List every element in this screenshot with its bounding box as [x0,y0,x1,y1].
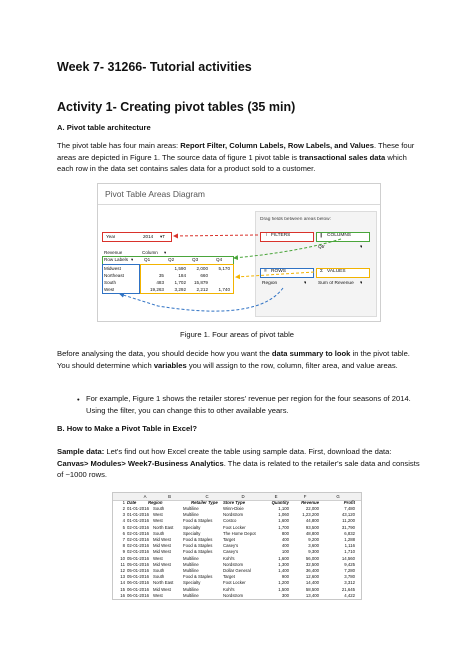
column-letter: G [336,493,340,499]
store-cell: Target [223,574,235,580]
column-field-dropdown-icon[interactable]: ▾ [360,245,363,250]
region-cell: South [153,568,165,573]
quantity-cell: 400 [281,543,289,549]
row-arrow [120,288,283,311]
year-value: 2014 [143,234,154,239]
row-number: 4 [122,518,125,524]
header-cell: Profit [343,500,355,505]
profit-cell: 31,790 [341,524,355,530]
retailer-type-cell: Specialty [183,580,201,586]
row-label: South [104,280,117,285]
column-letter: E [274,493,278,499]
profit-cell: 1,288 [344,537,355,542]
columns-icon: ⫼ [320,234,323,239]
date-cell: 02-01-2016 [127,530,149,536]
store-cell: Casey's [223,549,239,555]
profit-cell: 1,116 [344,543,355,549]
region-cell: Mid West [153,586,171,592]
revenue-cell: 48,800 [305,530,319,536]
revenue-cell: 58,500 [305,586,319,592]
quantity-cell: 1,600 [278,518,289,524]
region-cell: South [153,530,165,536]
page-title: Week 7- 31266- Tutorial activities [57,60,252,74]
quantity-cell: 400 [281,537,289,542]
activity-heading: Activity 1- Creating pivot tables (35 min) [57,100,296,114]
value-arrow [236,272,314,277]
profit-cell: 43,120 [341,512,355,518]
value-cell: 483 [156,280,164,285]
retailer-type-cell: Multiline [183,586,199,592]
value-cell: 660 [200,273,208,278]
header-cell: Store Type [223,500,246,505]
column-letter: D [241,493,245,499]
retailer-type-cell: Food & Staples [183,574,213,580]
date-cell: 06-01-2016 [127,586,149,592]
retailer-type-cell: Multiline [183,561,199,567]
filters-label: FILTERS [271,233,291,238]
paragraph-a: The pivot table has four main areas: Report Filter, Column Labels, Row Labels, and Values. These four areas are depicted in Figure 1. The source data of figure 1 pivot table is transactional sales data which each row in the data set contains sales data for a product sold to a customer. [57,141,415,174]
connector-arrows [98,184,380,321]
retailer-type-cell: Multiline [183,512,199,518]
row-field-dropdown-icon[interactable]: ▾ [304,281,307,286]
column-letter: F [303,493,307,499]
value-cell: 1,740 [218,287,230,292]
store-cell: Kohl's [223,586,235,592]
column-arrow [234,239,341,258]
quantity-cell: 800 [281,530,289,536]
row-number: 6 [122,530,125,536]
date-cell: 02-01-2016 [127,537,149,542]
rows-icon: ≡ [264,269,267,274]
profit-cell: 6,832 [344,530,355,536]
revenue-cell: 56,000 [305,555,319,561]
row-label: Northeast [104,273,124,278]
filter-dropdown-icon[interactable]: ▾T [160,234,166,239]
revenue-label: Revenue [104,250,123,255]
retailer-type-cell: Multiline [183,592,199,598]
revenue-cell: 13,400 [305,592,319,598]
revenue-cell: 44,800 [305,518,319,524]
quantity-cell: 1,100 [278,506,289,511]
date-cell: 01-01-2016 [127,518,149,524]
row-number: 5 [122,524,125,530]
quantity-cell: 1,060 [278,512,289,518]
date-cell: 05-01-2016 [127,574,149,580]
row-number: 11 [120,561,125,567]
header-cell: Revenue [301,500,319,505]
region-cell: Mid West [153,543,171,549]
revenue-cell: 22,000 [305,506,319,511]
column-letter: B [168,493,171,499]
quantity-cell: 1,400 [278,568,289,573]
year-label: Year [106,234,116,239]
columns-label: COLUMNS [327,233,351,238]
profit-cell: 7,280 [344,568,355,573]
retailer-type-cell: Multiline [183,568,199,573]
value-field[interactable]: Sum of Revenue [318,281,354,286]
row-number: 7 [122,537,125,542]
revenue-cell: 14,400 [305,580,319,586]
quantity-cell: 1,200 [278,580,289,586]
value-cell: 1,590 [174,266,186,271]
revenue-cell: 36,400 [305,568,319,573]
region-cell: West [153,518,163,524]
row-number: 16 [120,592,125,598]
revenue-cell: 1,23,200 [302,512,319,518]
region-cell: South [153,506,165,511]
value-cell: 2,212 [196,287,208,292]
profit-cell: 3,312 [344,580,355,586]
rows-label: ROWS [271,269,286,274]
quantity-cell: 1,500 [278,586,289,592]
section-b-heading: B. How to Make a Pivot Table in Excel? [57,424,197,433]
diagram-title: Pivot Table Areas Diagram [105,189,206,199]
filter-icon: ⊤ [264,233,269,238]
row-number: 1 [122,500,125,505]
region-cell: Mid West [153,537,171,542]
retailer-type-cell: Multiline [183,506,199,511]
quantity-cell: 1,700 [278,524,289,530]
value-cell: 15,879 [193,280,208,285]
store-cell: Foot Locker [223,580,246,586]
quarter-header: Q2 [168,257,175,262]
date-cell: 05-01-2016 [127,568,149,573]
revenue-cell: 3,600 [308,543,319,549]
row-number: 12 [120,568,125,573]
value-cell: 35 [158,273,164,278]
revenue-cell: 93,500 [305,524,319,530]
row-number: 9 [122,549,125,555]
row-number: 8 [122,543,125,549]
store-cell: Nordstrom [223,592,244,598]
paragraph-c: Sample data: Let's find out how Excel create the table using sample data. First, download the data: Canvas> Modules> Week7-Business Analytics. The data is related to the retailer's sale data and consists of ~1000 rows. [57,447,420,480]
region-cell: North East [153,580,174,586]
date-cell: 02-01-2016 [127,543,149,549]
date-cell: 06-01-2016 [127,592,149,598]
profit-cell: 11,200 [342,518,355,524]
retailer-type-cell: Food & Staples [183,543,213,549]
store-cell: The Home Depot [223,530,256,536]
paragraph-b: Before analysing the data, you should decide how you want the data summary to look in the pivot table. You should determine which variables you will assign to the row, column, filter area, and value areas. [57,349,410,370]
sum-icon: Σ [320,269,323,274]
header-cell: Retailer Type [191,500,218,505]
drag-instruction: Drag fields between areas below: [260,217,331,222]
section-a-heading: A. Pivot table architecture [57,123,151,132]
row-label: West [104,287,115,292]
profit-cell: 21,645 [341,586,355,592]
column-letter: C [205,493,209,499]
region-cell: West [153,555,163,561]
row-field[interactable]: Region [262,281,278,286]
quarter-header: Q3 [192,257,199,262]
header-cell: Date [127,500,137,505]
row-number: 13 [120,574,125,580]
bullet-dot: • [77,395,80,404]
column-letter: A [143,493,147,499]
row-number: 10 [120,555,125,561]
quantity-cell: 300 [281,592,289,598]
quantity-cell: 900 [281,574,289,580]
profit-cell: 3,780 [344,574,355,580]
value-cell: 19,263 [149,287,164,292]
column-field[interactable]: Qtr [318,245,325,250]
retailer-type-cell: Food & Staples [183,518,213,524]
row-labels-dropdown-icon[interactable]: ▾ [131,257,134,262]
store-cell: Costco [223,518,237,524]
region-cell: South [153,574,165,580]
region-cell: Mid West [153,561,171,567]
quantity-cell: 1,300 [278,561,289,567]
value-field-dropdown-icon[interactable]: ▾ [360,281,363,286]
figure-caption: Figure 1. Four areas of pivot table [180,330,294,339]
row-labels-header: Row Labels [104,257,129,262]
row-number: 3 [122,512,125,518]
value-cell: 1,702 [174,280,186,285]
quarter-header: Q1 [144,257,151,262]
profit-cell: 4,422 [344,592,355,598]
store-cell: Nordstrom [223,512,244,518]
value-cell: 3,292 [174,287,186,292]
filter-arrow [174,235,258,236]
store-cell: Casey's [223,543,239,549]
store-cell: Winn-Dixie [223,506,244,511]
revenue-cell: 9,200 [308,537,319,542]
quantity-cell: 1,600 [278,555,289,561]
date-cell: 02-01-2016 [127,549,149,555]
profit-cell: 7,480 [344,506,355,511]
row-number: 14 [120,580,125,586]
quarter-header: Q4 [216,257,223,262]
value-cell: 5,170 [218,266,230,271]
row-number: 2 [122,506,125,511]
value-cell: 184 [178,273,186,278]
region-cell: West [153,512,163,518]
date-cell: 01-01-2016 [127,506,149,511]
retailer-type-cell: Specialty [183,530,201,536]
date-cell: 06-01-2016 [127,580,149,586]
region-cell: North East [153,524,174,530]
row-number: 15 [120,586,125,592]
sample-data-table [112,492,362,600]
region-cell: Mid West [153,549,171,555]
profit-cell: 9,425 [344,561,355,567]
revenue-cell: 12,600 [305,574,319,580]
retailer-type-cell: Food & Staples [183,537,213,542]
profit-cell: 1,710 [344,549,355,555]
header-cell: Quantity [271,500,289,505]
row-label: Midwest [104,266,121,271]
column-header: Column [142,250,158,255]
date-cell: 02-01-2016 [127,524,149,530]
date-cell: 01-01-2016 [127,512,149,518]
column-dropdown-icon[interactable]: ▾ [164,250,167,255]
store-cell: Nordstrom [223,561,244,567]
revenue-cell: 32,500 [305,561,319,567]
retailer-type-cell: Specialty [183,524,201,530]
quantity-cell: 100 [281,549,289,555]
pivot-areas-diagram [97,183,381,322]
date-cell: 05-01-2016 [127,561,149,567]
header-cell: Region [148,500,163,505]
store-cell: Kohl's [223,555,235,561]
retailer-type-cell: Food & Staples [183,549,213,555]
values-label: VALUES [327,269,346,274]
store-cell: Target [223,537,235,542]
revenue-cell: 9,300 [308,549,319,555]
store-cell: Foot Locker [223,524,246,530]
retailer-type-cell: Multiline [183,555,199,561]
profit-cell: 14,560 [341,555,355,561]
bullet-text: For example, Figure 1 shows the retailer stores' revenue per region for the four seasons of 2014. Using the filter, you can change this to other available years. [86,394,411,415]
date-cell: 05-01-2016 [127,555,149,561]
store-cell: Dollar General [223,568,251,573]
region-cell: West [153,592,163,598]
value-cell: 2,000 [196,266,208,271]
